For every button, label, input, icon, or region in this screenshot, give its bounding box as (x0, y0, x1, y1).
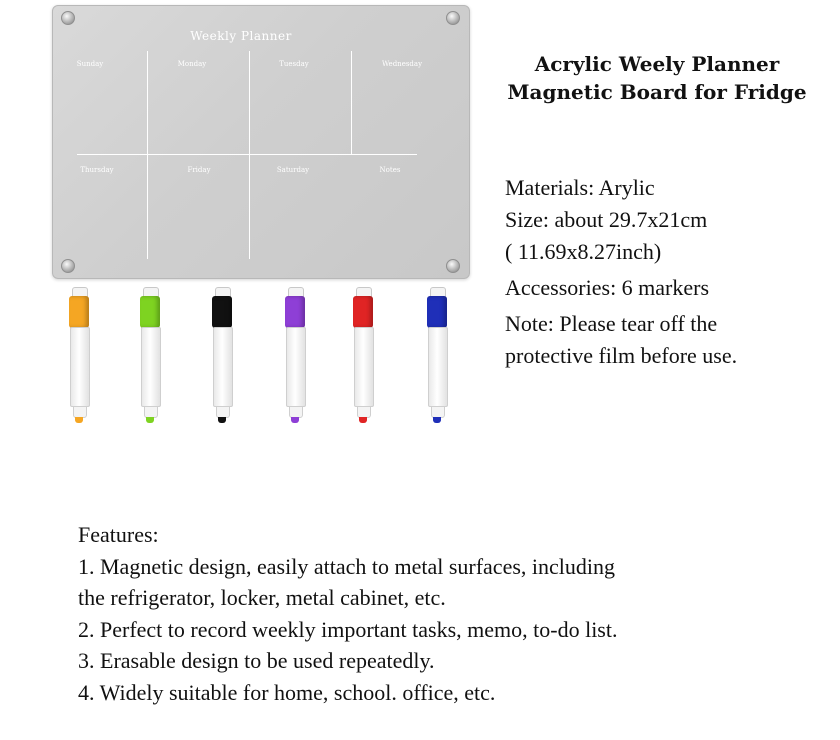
marker-body (70, 327, 90, 407)
purple-marker (284, 287, 306, 427)
product-title (486, 50, 828, 106)
day-label-tuesday: Tuesday (279, 60, 309, 68)
marker-tip (359, 417, 367, 423)
board-title: Weekly Planner (190, 29, 292, 43)
product-title-line-2: Magnetic Board for Fridge (507, 80, 807, 104)
features-heading: Features: (78, 522, 159, 547)
spec-accessories: Accessories: 6 markers (505, 275, 710, 300)
marker-body (354, 327, 374, 407)
grid-line-vertical-1 (147, 51, 148, 259)
feature-line: the refrigerator, locker, metal cabinet, etc. (78, 585, 446, 610)
marker-body (428, 327, 448, 407)
screw-bottom-left-icon (61, 259, 75, 273)
feature-line: 2. Perfect to record weekly important tasks, memo, to-do list. (78, 616, 618, 642)
spec-materials: Materials: Arylic (505, 175, 655, 200)
screw-top-left-icon (61, 11, 75, 25)
blue-marker (426, 287, 448, 427)
grid-line-horizontal (77, 154, 417, 155)
acrylic-planner-board (52, 5, 470, 279)
day-label-saturday: Saturday (276, 166, 310, 174)
spec-note-continued: protective film before use. (505, 343, 738, 368)
marker-tip (218, 417, 226, 423)
black-marker (211, 287, 233, 427)
spec-note: Note: Please tear off the (505, 311, 718, 336)
day-label-monday: Monday (177, 60, 207, 68)
marker-cap (140, 296, 160, 328)
spec-size-inches: ( 11.69x8.27inch) (505, 239, 662, 264)
marker-body (286, 327, 306, 407)
day-label-wednesday: Wednesday (381, 60, 423, 68)
grid-line-vertical-2 (249, 51, 250, 259)
day-label-thursday: Thursday (80, 166, 114, 174)
marker-cap (353, 296, 373, 328)
orange-marker (68, 287, 90, 427)
red-marker (352, 287, 374, 427)
features-section (78, 519, 828, 708)
screw-bottom-right-icon (446, 259, 460, 273)
grid-line-vertical-3 (351, 51, 352, 154)
marker-cap (69, 296, 89, 328)
day-label-notes: Notes (379, 166, 401, 174)
marker-cap (427, 296, 447, 328)
marker-tip (291, 417, 299, 423)
marker-tip (433, 417, 441, 423)
green-marker (139, 287, 161, 427)
marker-body (141, 327, 161, 407)
spec-size: Size: about 29.7x21cm (505, 207, 708, 232)
feature-line: 4. Widely suitable for home, school. office, etc. (78, 679, 496, 705)
marker-cap (212, 296, 232, 328)
product-specs (505, 172, 830, 372)
day-label-sunday: Sunday (76, 60, 104, 68)
marker-body (213, 327, 233, 407)
marker-tip (146, 417, 154, 423)
marker-tip (75, 417, 83, 423)
screw-top-right-icon (446, 11, 460, 25)
day-label-friday: Friday (187, 166, 211, 174)
feature-line: 3. Erasable design to be used repeatedly. (78, 648, 435, 673)
feature-line: 1. Magnetic design, easily attach to metal surfaces, including (78, 553, 616, 579)
marker-cap (285, 296, 305, 328)
product-title-line-1: Acrylic Weely Planner (534, 52, 780, 76)
